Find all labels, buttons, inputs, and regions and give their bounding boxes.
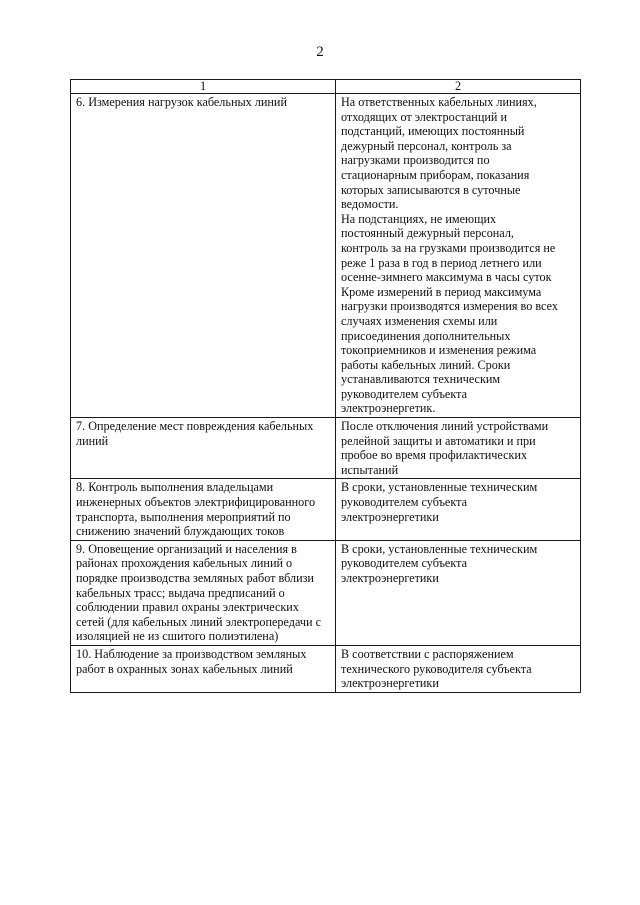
cell-text-line: порядке производства земляных работ вблизи [76,571,314,585]
cell-text-line: технического руководителя субъекта [341,661,532,676]
cell-text-line: стационарным приборам, показания [341,167,530,182]
schedule-cell [336,479,581,540]
cell-text-line: нагрузками производится по [341,153,490,168]
cell-text-line: руководителем субъекта [341,386,467,401]
cell-text-line: 8. Контроль выполнения владельцами [76,480,274,495]
table-row [71,645,581,692]
cell-text-line: 9. Оповещение организаций и населения в [76,541,297,556]
column-header-1: 1 [71,80,336,94]
cell-text-line: дежурный персонал, контроль за [341,138,512,153]
cell-text-line: работ в охранных зонах кабельных линий [76,661,293,676]
cell-text-line: руководителем субъекта [341,556,467,571]
cell-text-line: электроэнергетик. [341,401,436,416]
cell-text-line: В сроки, установленные техническим [341,480,538,495]
cell-text-line: реже 1 раза в год в период летнего или [341,255,542,270]
table-header-row [71,80,581,94]
page-number: 2 [316,44,324,60]
schedule-cell [336,94,581,418]
cell-text-line: Кроме измерений в период максимума [341,284,542,299]
table-row [71,418,581,479]
requirements-table [70,79,581,693]
schedule-cell [336,540,581,645]
table-row [71,479,581,540]
cell-text-line: нагрузки производятся измерения во всех [341,299,558,314]
work-description-cell [71,418,336,479]
cell-text-line: На ответственных кабельных линиях, [341,95,537,109]
cell-text-line: токоприемников и изменения режима [341,343,537,358]
cell-text-line: линий [76,433,109,448]
schedule-cell [336,418,581,479]
work-description-cell [71,479,336,540]
cell-text-line: подстанций, имеющих постоянный [341,124,525,139]
cell-text-line: электроэнергетики [341,509,439,524]
cell-text-line: 6. Измерения нагрузок кабельных линий [76,95,287,109]
cell-text-line: ведомости. [341,197,399,212]
cell-text-line: контроль за на грузками производится не [341,240,556,255]
cell-text-line: 10. Наблюдение за производством земляных [76,646,307,661]
cell-text-line: работы кабельных линий. Сроки [341,357,511,372]
cell-text-line: постоянный дежурный персонал, [341,226,514,241]
cell-text-line: релейной защиты и автоматики и при [341,433,536,448]
cell-text-line: соблюдении правил охраны электрических [76,600,299,615]
schedule-cell [336,645,581,692]
cell-text-line: транспорта, выполнения мероприятий по [76,509,291,524]
cell-text-line: кабельных трасс; выдача предписаний о [76,585,285,600]
table-row [71,94,581,418]
cell-text-line: На подстанциях, не имеющих [341,211,497,226]
cell-text-line: электроэнергетики [341,676,439,691]
cell-text-line: После отключения линий устройствами [341,419,549,434]
cell-text-line: испытаний [341,462,399,477]
cell-text-line: устанавливаются техническим [341,372,501,387]
cell-text-line: 7. Определение мест повреждения кабельных [76,419,314,434]
work-description-cell [71,645,336,692]
cell-text-line: осенне-зимнего максимума в часы суток [341,270,552,285]
work-description-cell [71,94,336,418]
cell-text-line: изоляцией не из сшитого полиэтилена) [76,629,279,644]
cell-text-line: В сроки, установленные техническим [341,541,538,556]
cell-text-line: которых записываются в суточные [341,182,521,197]
cell-text-line: случаях изменения схемы или [341,313,498,328]
cell-text-line: пробое во время профилактических [341,448,528,463]
table-body [71,94,581,693]
cell-text-line: инженерных объектов электрифицированного [76,495,316,510]
cell-text-line: руководителем субъекта [341,495,467,510]
cell-text-line: районах прохождения кабельных линий о [76,556,293,571]
column-header-2: 2 [336,80,581,94]
cell-text-line: сетей (для кабельных линий электропередачи с [76,614,321,629]
work-description-cell [71,540,336,645]
cell-text-line: В соответствии с распоряжением [341,646,514,661]
cell-text-line: снижению значений блуждающих токов [76,524,285,539]
cell-text-line: присоединения дополнительных [341,328,511,343]
cell-text-line: электроэнергетики [341,571,439,585]
table-row [71,540,581,645]
cell-text-line: отходящих от электростанций и [341,109,507,124]
